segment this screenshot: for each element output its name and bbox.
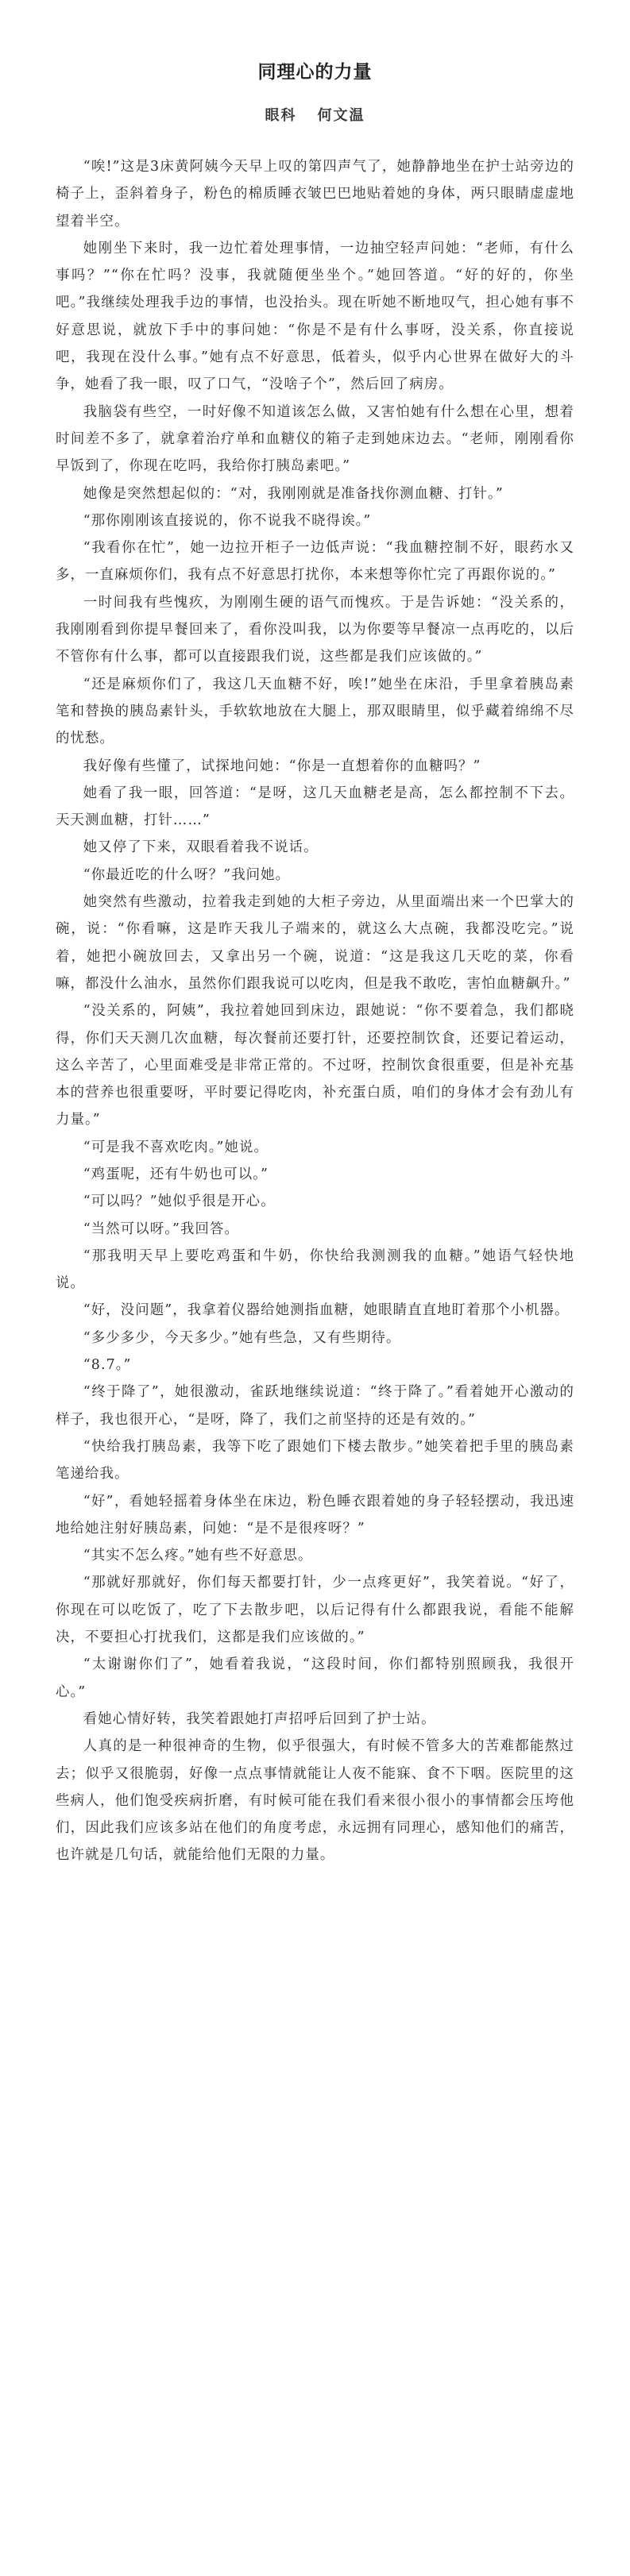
body-paragraph: “还是麻烦你们了，我这几天血糖不好，唉!”她坐在床沿，手里拿着胰岛素笔和替换的胰岛素针头，手软软地放在大腿上，那双眼睛里，似乎藏着绵绵不尽的忧愁。 <box>56 676 574 747</box>
body-paragraph: “可以吗？”她似乎很是开心。 <box>83 1194 276 1210</box>
body-paragraph: “好，没问题”，我拿着仪器给她测指血糖，她眼睛直直地盯着那个小机器。 <box>83 1302 570 1319</box>
body-paragraph: “那你刚刚该直接说的，你不说我不晓得诶。” <box>83 512 372 529</box>
body-paragraph: “那我明天早上要吃鸡蛋和牛奶，你快给我测测我的血糖。”她语气轻快地说。 <box>56 1248 574 1292</box>
body-paragraph: 我脑袋有些空，一时好像不知道该怎么做，又害怕她有什么想在心里，想着时间差不多了，就拿着治疗单和血糖仪的箱子走到她床边去。“老师，刚刚看你早饭到了，你现在吃吗，我给你打胰岛素吧。” <box>56 403 574 475</box>
body-paragraph: 她突然有些激动，拉着我走到她的大柜子旁边，从里面端出来一个巴掌大的碗，说：“你看嘛，这是昨天我儿子端来的，就这么大点碗，我都没吃完。”说着，她把小碗放回去，又拿出另一个碗，说道：“这是我这几天吃的菜，你看嘛，都没什么油水，虽然你们跟我说可以吃肉，但是我不敢吃，害怕血糖飙升。” <box>56 894 574 992</box>
body-paragraph: “快给我打胰岛素，我等下吃了跟她们下楼去散步。”她笑着把手里的胰岛素笔递给我。 <box>56 1438 574 1483</box>
author-name: 何文温 <box>317 107 365 124</box>
body-paragraph: “好”，看她轻摇着身体坐在床边，粉色睡衣跟着她的身子轻轻摆动，我迅速地给她注射好胰岛素，问她：“是不是很疼呀？” <box>56 1493 574 1537</box>
body-paragraph: “你最近吃的什么呀？”我问她。 <box>83 866 291 883</box>
body-paragraph: “我看你在忙”，她一边拉开柜子一边低声说：“我血糖控制不好，眼药水又多，一直麻烦你们，我有点不好意思打扰你，本来想等你忙完了再跟你说的。” <box>56 540 574 584</box>
body-paragraph: “当然可以呀。”我回答。 <box>83 1221 239 1237</box>
body-paragraph: 她又停了下来，双眼看着我不说话。 <box>83 839 319 856</box>
body-paragraph: “那就好那就好，你们每天都要打针，少一点疼更好”，我笑着说。“好了，你现在可以吃饭了，吃了下去散步吧，以后记得有什么都跟我说，看能不能解决，不要担心打扰我们，这都是我们应该做的。” <box>56 1575 574 1646</box>
body-paragraph: “可是我不喜欢吃肉。”她说。 <box>83 1139 269 1155</box>
author-department: 眼科 <box>265 107 297 124</box>
body-paragraph: 她看了我一眼，回答道：“是呀，这几天血糖老是高，怎么都控制不下去。天天测血糖，打针……” <box>56 785 574 829</box>
body-paragraph: “唉!”这是3床黄阿姨今天早上叹的第四声气了，她静静地坐在护士站旁边的椅子上，歪斜着身子，粉色的棉质睡衣皱巴巴地贴着她的身体，两只眼睛虚虚地望着半空。 <box>56 159 574 229</box>
body-paragraph: 一时间我有些愧疚，为刚刚生硬的语气而愧疚。于是告诉她：“没关系的，我刚刚看到你提早餐回来了，看你没叫我，以为你要等早餐凉一点再吃的，以后不管你有什么事，都可以直接跟我们说，这些都是我们应该做的。” <box>56 594 574 665</box>
body-paragraph: “终于降了”，她很激动，雀跃地继续说道：“终于降了。”看着她开心激动的样子，我也很开心，“是呀，降了，我们之前坚持的还是有效的。” <box>56 1384 574 1428</box>
body-paragraph: “没关系的，阿姨”，我拉着她回到床边，跟她说：“你不要着急，我们都晓得，你们天天测几次血糖，每次餐前还要打针，还要控制饮食，还要记着运动，这么辛苦了，心里面难受是非常正常的。不过呀，控制饮食很重要，但是补充基本的营养也很重要呀，平时要记得吃肉，补充蛋白质，咱们的身体才会有劲儿有力量。” <box>56 1003 574 1128</box>
article-body <box>56 153 574 1869</box>
body-paragraph: 看她心情好转，我笑着跟她打声招呼后回到了护士站。 <box>83 1710 436 1727</box>
body-paragraph: 人真的是一种很神奇的生物，似乎很强大，有时候不管多大的苦难都能熬过去；似乎又很脆弱，好像一点点事情就能让人夜不能寐、食不下咽。医院里的这些病人，他们饱受疾病折磨，有时候可能在我们看来很小很小的事情都会压垮他们，因此我们应该多站在他们的角度考虑，永远拥有同理心，感知他们的痛苦，也许就是几句话，就能给他们无限的力量。 <box>56 1738 574 1864</box>
body-paragraph: “8.7。” <box>83 1357 132 1374</box>
byline <box>56 104 574 125</box>
body-paragraph: “多少多少，今天多少。”她有些急，又有些期待。 <box>83 1329 401 1346</box>
body-paragraph: 她像是突然想起似的：“对，我刚刚就是准备找你测血糖、打针。” <box>83 485 504 502</box>
body-paragraph: 她刚坐下来时，我一边忙着处理事情，一边抽空轻声问她：“老师，有什么事吗？”“你在忙吗？没事，我就随便坐坐个。”她回答道。“好的好的，你坐吧。”我继续处理我手边的事情，也没抬头。现在听她不断地叹气，担心她有事不好意思说，就放下手中的事问她：“你是不是有什么事呀，没关系，你直接说吧，我现在没什么事。”她有点不好意思，低着头，似乎内心世界在做好大的斗争，她看了我一眼，叹了口气，“没啥子个”，然后回了病房。 <box>56 240 574 393</box>
body-paragraph: “太谢谢你们了”，她看着我说，“这段时间，你们都特别照顾我，我很开心。” <box>56 1656 574 1700</box>
article-title: 同理心的力量 <box>257 62 373 83</box>
body-paragraph: “鸡蛋呢，还有牛奶也可以。” <box>83 1166 269 1182</box>
body-paragraph: 我好像有些懂了，试探地问她：“你是一直想着你的血糖吗？” <box>83 758 481 774</box>
body-paragraph: “其实不怎么疼。”她有些不好意思。 <box>83 1548 313 1564</box>
